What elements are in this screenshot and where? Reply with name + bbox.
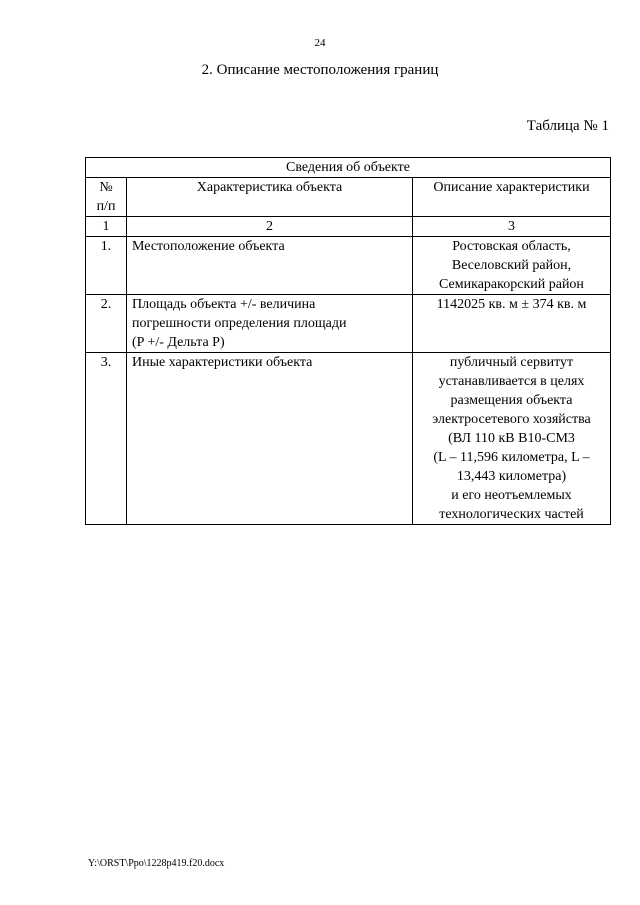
- table-header-row: [86, 178, 611, 217]
- text-line: 13,443 километра): [456, 469, 567, 484]
- table-caption-row: [86, 158, 611, 178]
- table-label: Таблица № 1: [526, 118, 609, 134]
- text-line: Веселовский район,: [451, 258, 572, 273]
- row-description: [413, 237, 611, 295]
- row-num: 1.: [86, 237, 127, 295]
- text-line: Семикаракорский район: [439, 277, 584, 292]
- column-number: 2: [127, 217, 413, 237]
- page-number: 24: [314, 37, 326, 49]
- text-line: Иные характеристики объекта: [132, 355, 313, 370]
- row-description: [413, 295, 611, 353]
- object-info-table: [85, 157, 611, 525]
- text-line: размещения объекта: [450, 393, 573, 408]
- text-line: Местоположение объекта: [132, 239, 285, 254]
- text-line: устанавливается в целях: [438, 374, 585, 389]
- footer-file-path: Y:\ORST\Ppo\1228p419.f20.docx: [88, 858, 225, 869]
- text-line: (ВЛ 110 кВ В10-СМ3: [448, 431, 575, 446]
- row-num: 2.: [86, 295, 127, 353]
- text-line: электросетевого хозяйства: [432, 412, 591, 427]
- table-row: [86, 353, 611, 525]
- text-line: технологических частей: [439, 507, 584, 522]
- row-description: [413, 353, 611, 525]
- header-num-line1: №: [99, 180, 113, 195]
- row-characteristic: [127, 295, 413, 353]
- section-heading: 2. Описание местоположения границ: [201, 62, 439, 78]
- text-line: (P +/- Дельта P): [132, 335, 225, 350]
- column-number-row: [86, 217, 611, 237]
- table-row: [86, 237, 611, 295]
- text-line: и его неотъемлемых: [451, 488, 572, 503]
- text-line: 1142025 кв. м ± 374 кв. м: [436, 297, 587, 312]
- row-num: 3.: [86, 353, 127, 525]
- table-row: [86, 295, 611, 353]
- header-description: Описание характеристики: [413, 178, 611, 217]
- row-characteristic: [127, 237, 413, 295]
- column-number: 1: [86, 217, 127, 237]
- text-line: публичный сервитут: [449, 355, 574, 370]
- row-characteristic: [127, 353, 413, 525]
- text-line: Площадь объекта +/- величина: [132, 297, 316, 312]
- header-num: [86, 178, 127, 217]
- column-number: 3: [413, 217, 611, 237]
- table-caption: Сведения об объекте: [86, 158, 611, 178]
- header-num-line2: п/п: [96, 199, 116, 214]
- text-line: Ростовская область,: [452, 239, 571, 254]
- header-characteristic: Характеристика объекта: [127, 178, 413, 217]
- text-line: (L – 11,596 километра, L –: [433, 450, 590, 465]
- text-line: погрешности определения площади: [132, 316, 347, 331]
